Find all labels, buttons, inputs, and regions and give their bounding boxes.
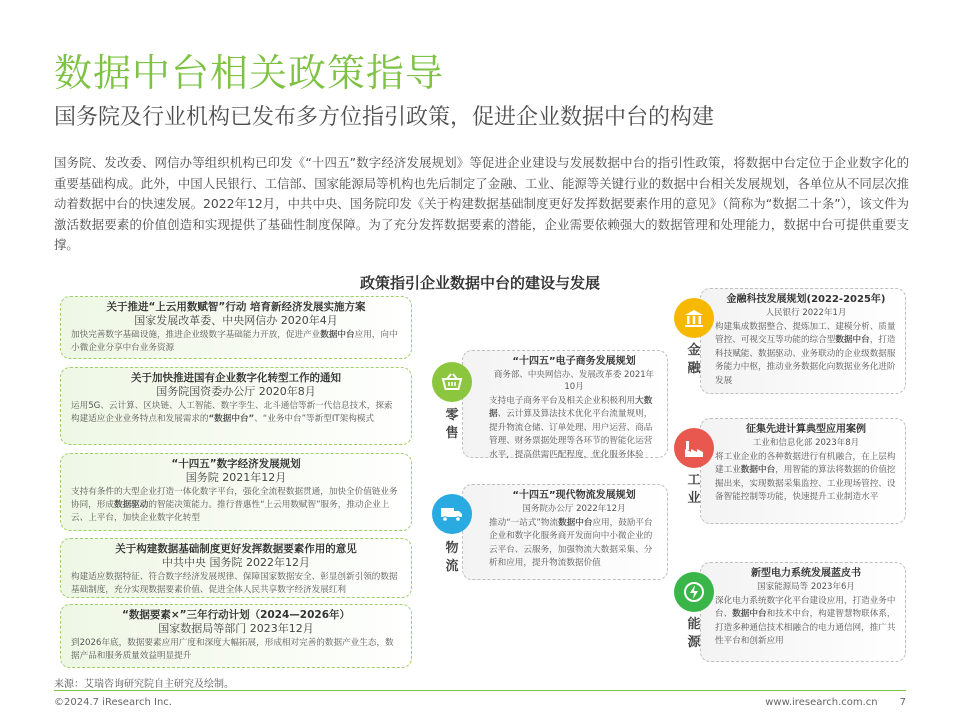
policy-body: 深化电力系统数字化平台建设应用，打造业务中台、数据中台和技术中台，构建智慧物联体系，打造多种通信技术相融合的电力通信网，推广共性平台和创新应用 [715, 596, 896, 647]
policy-org: 国家数据局等部门 2023年12月 [158, 622, 314, 635]
policy-org: 商务部、中央网信办、发展改革委 2021年10月 [493, 370, 655, 392]
policy-card-ecommerce [462, 350, 668, 458]
policy-body: 支持电子商务平台及相关企业积极利用大数据、云计算及算法技术优化平台流量规则，提升物流仓储、订单处理、用户运营、商品管理、财务票据处理等各环节的智能化运营水平，提高供需匹配程度，优化服务体验 [489, 396, 653, 460]
intro-paragraph: 国务院、发改委、网信办等组织机构已印发《“十四五”数字经济发展规划》等促进企业建设与发展数据中台的指引性政策，将数据中台定位于企业数字化的重要基础构成。此外，中国人民银行、工信部、国家能源局等机构也先后制定了金融、工业、能源等关键行业的数据中台相关发展规划，各单位从不同层次推动着数据中台的快速发展。2022年12月，中共中央、国务院印发《关于构建数据基础制度更好发挥数据要素作用的意见》（简称为“数据二十条”），该文件为激活数据要素的价值创造和实现提供了基础性制度保障。为了充分发挥数据要素的潜能，企业需要依赖强大的数据管理和处理能力，数据中台可提供重要支撑。 [54, 155, 909, 252]
policy-title: “十四五”数字经济发展规划 [171, 458, 301, 470]
policy-card-fintech [700, 288, 906, 394]
source-note: 来源：艾瑞咨询研究院自主研究及绘制。 [54, 679, 234, 690]
policy-org: 中共中央 国务院 2022年12月 [162, 556, 310, 569]
policy-card-soe-digital [60, 367, 412, 445]
category-label-industry: 工业 [687, 473, 701, 506]
footer-copyright: ©2024.7 iResearch Inc. [54, 697, 172, 708]
factory-icon [674, 428, 714, 468]
footer-url[interactable]: www.iresearch.com.cn [765, 697, 878, 708]
basket-icon [432, 362, 472, 402]
policy-card-digital-economy [60, 453, 412, 531]
policy-org: 国家能源局等 2023年6月 [757, 582, 855, 592]
policy-title: 新型电力系统发展蓝皮书 [751, 568, 861, 579]
page-subtitle: 国务院及行业机构已发布多方位指引政策，促进企业数据中台的构建 [54, 105, 715, 130]
policy-org: 工业和信息化部 2023年8月 [752, 438, 860, 448]
category-label-retail: 零售 [445, 408, 459, 441]
policy-body: 构建集成数据整合、提炼加工、建模分析、质量管控、可视交互等功能的综合型数据中台，打造科技赋能、数据驱动、业务联动的企业级数据服务能力中枢，推动业务数据化向数据业务化进阶发展 [715, 322, 896, 386]
page-number: 7 [899, 697, 906, 708]
policy-body: 运用5G、云计算、区块链、人工智能、数字孪生、北斗通信等新一代信息技术，探索构建适应企业业务特点和发展需求的“数据中台”、“业务中台”等新型IT架构模式 [71, 401, 393, 424]
category-label-logistics: 物流 [445, 541, 459, 574]
category-label-finance: 金融 [687, 343, 701, 376]
policy-card-power-system [700, 562, 906, 662]
policy-org: 国务院国资委办公厅 2020年8月 [156, 385, 316, 398]
policy-org: 国家发展改革委、中央网信办 2020年4月 [134, 314, 338, 327]
policy-title: 金融科技发展规划(2022-2025年) [726, 294, 886, 305]
policy-card-data-twenty [60, 538, 412, 598]
lightning-icon [674, 572, 714, 612]
policy-title: 关于推进“上云用数赋智”行动 培育新经济发展实施方案 [106, 301, 366, 313]
footer-divider [54, 690, 906, 691]
policy-body: 加快完善数字基础设施，推进企业级数字基础能力开放，促进产业数据中台应用，向中小微企业分享中台业务资源 [71, 330, 398, 353]
policy-body: 推动“一站式”物流数据中台应用，鼓励平台企业和数字化服务商开发面向中小微企业的云平台、云服务，加强物流大数据采集、分析和应用，提升物流数据价值 [489, 518, 653, 569]
policy-card-cloud-data [60, 296, 412, 359]
policy-card-advanced-computing [700, 418, 906, 524]
policy-body: 到2026年底，数据要素应用广度和深度大幅拓展，形成相对完善的数据产业生态，数据产品和服务质量效益明显提升 [71, 638, 394, 661]
footer-right [765, 697, 906, 708]
chart-title: 政策指引企业数据中台的建设与发展 [359, 274, 600, 292]
policy-title: 征集先进计算典型应用案例 [746, 424, 866, 435]
policy-title: 关于加快推进国有企业数字化转型工作的通知 [131, 372, 341, 384]
bank-icon [674, 298, 714, 338]
policy-title: “数据要素×”三年行动计划（2024—2026年） [121, 609, 351, 621]
policy-body: 将工业企业的各种数据进行有机融合，在上层构建工业数据中台，用智能的算法将数据的价值挖掘出来，实现数据采集监控、工业现场管控、设备智能控制等功能，快速提升工业制造水平 [715, 452, 896, 503]
truck-icon [432, 494, 472, 534]
category-label-energy: 能源 [687, 617, 701, 650]
policy-title: “十四五”电子商务发展规划 [512, 356, 636, 367]
policy-card-data-elements [60, 604, 412, 668]
policy-org: 国务院办公厅 2022年12月 [522, 504, 626, 514]
policy-title: 关于构建数据基础制度更好发挥数据要素作用的意见 [115, 543, 357, 555]
page-title: 数据中台相关政策指导 [54, 51, 445, 95]
policy-org: 国务院 2021年12月 [185, 471, 287, 484]
policy-card-logistics [462, 484, 668, 580]
policy-body: 支持有条件的大型企业打造一体化数字平台，强化全流程数据贯通，加快全价值链业务协同，形成数据驱动的智能决策能力。推行普惠性“上云用数赋智”服务，推动企业上云、上平台，加快企业数字化转型 [71, 487, 398, 523]
policy-body: 构建适应数据特征、符合数字经济发展规律、保障国家数据安全、彰显创新引领的数据基础制度，充分实现数据要素价值、促进全体人民共享数字经济发展红利 [71, 572, 398, 595]
policy-org: 人民银行 2022年1月 [765, 308, 847, 318]
policy-title: “十四五”现代物流发展规划 [512, 490, 636, 501]
